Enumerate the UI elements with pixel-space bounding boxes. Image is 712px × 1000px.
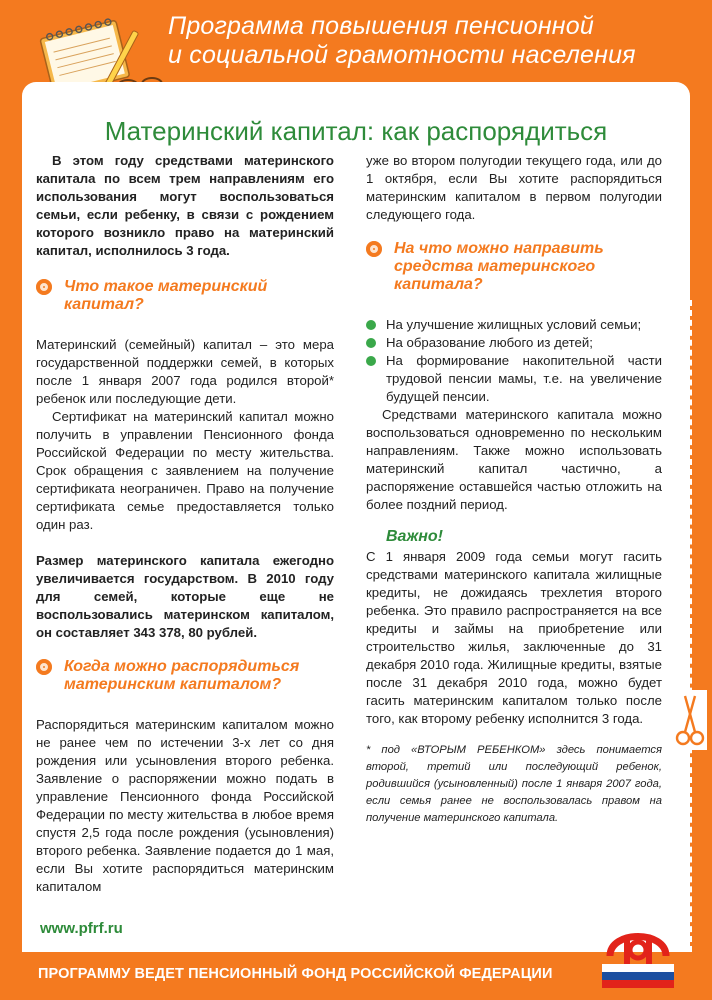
green-bullet-icon <box>366 356 376 366</box>
paragraph: С 1 января 2009 года семьи могут гасить средствами материнского капитала жилищные кредиты, не дожидаясь трехлетия второго ребенка. Это правило распространяется на все кредиты и займы на приобретение или строительство жилья, заключенные до 31 декабря 2010 года. Жилищные кредиты, взятые после 31 декабря 2010 года, можно будет гасить материнским капиталом только после того, как второму ребенку исполнится 3 года. <box>366 549 662 726</box>
green-bullet-icon <box>366 320 376 330</box>
section-heading-when <box>36 658 334 694</box>
paragraph: Материнский (семейный) капитал – это мера государственной поддержки семей, в которых после 1 января 2007 года родился второй* ребенок или последующие дети. <box>36 337 334 406</box>
program-title-line2: и социальной грамотности населения <box>168 41 636 69</box>
paragraph: Сертификат на материнский капитал можно получить в управлении Пенсионного фонда Российской Федерации по месту жительства. Срок обращения с заявлением на получение сертификата неограничен. Право на получение сертификата семье предоставляется только один раз. <box>36 409 334 532</box>
intro-paragraph: В этом году средствами материнского капитала по всем трем направлениям его использования могут воспользоваться семьи, если ребенку, в связи с рождением которого возникло право на материнский капитал, исполнилось 3 года. <box>36 153 334 258</box>
section-heading-where <box>366 240 662 294</box>
footnote: * под «ВТОРЫМ РЕБЕНКОМ» здесь понимается второй, третий или последующий ребенок, родившийся (усыновленный) после 1 января 2007 года, если семья ранее не воспользовалась правом на получение материнского капитала. <box>366 744 662 824</box>
important-heading: Важно! <box>386 528 443 545</box>
section-heading-what-is <box>36 278 334 314</box>
program-title <box>168 12 636 70</box>
paragraph: Средствами материнского капитала можно воспользоваться одновременно по нескольким направлениям. Также можно использовать материнский капитал частично, а распоряжение оставшейся частью отложить на более поздний период. <box>366 407 662 512</box>
section-heading-text: На что можно направить средства материнского капитала? <box>394 240 604 293</box>
program-title-line1: Программа повышения пенсионной <box>168 12 594 40</box>
list-item: На образование любого из детей; <box>366 334 662 352</box>
scissors-icon <box>673 690 707 750</box>
header-banner <box>0 0 712 82</box>
directions-list <box>366 316 662 406</box>
section-bullet-icon <box>36 659 52 675</box>
paragraph: Распорядиться материнским капиталом можно не ранее чем по истечении 3-х лет со дня рождения или усыновления второго ребенка. Заявление о распоряжении можно подать в управление Пенсионного фонда Российской Федерации по месту жительства в любое время спустя 2,5 года после рождения (усыновления) второго ребенка. Заявление подается до 1 мая, если Вы хотите распорядиться материнским капиталом <box>36 717 334 894</box>
right-column <box>366 152 662 827</box>
section-heading-text: Когда можно распорядиться материнским капиталом? <box>64 658 300 693</box>
footer-text: ПРОГРАММУ ВЕДЕТ ПЕНСИОННЫЙ ФОНД РОССИЙСКОЙ ФЕДЕРАЦИИ <box>38 966 553 982</box>
list-item: На формирование накопительной части трудовой пенсии мамы, т.е. на увеличение будущей пенсии. <box>366 352 662 406</box>
website-link[interactable]: www.pfrf.ru <box>40 920 123 937</box>
left-column <box>36 152 334 896</box>
cut-line <box>690 300 692 952</box>
list-item: На улучшение жилищных условий семьи; <box>366 316 662 334</box>
section-heading-text: Что такое материнский капитал? <box>64 278 268 313</box>
section-bullet-icon <box>36 279 52 295</box>
capital-amount-paragraph: Размер материнского капитала ежегодно увеличивается государством. В 2010 году для семей, которые еще не воспользовались материнском капиталом, он составляет 343 378, 80 рублей. <box>36 553 334 640</box>
paragraph: уже во втором полугодии текущего года, или до 1 октября, если Вы хотите распорядиться материнским капиталом в первом полугодии следующего года. <box>366 153 662 222</box>
footer-banner <box>0 960 712 1000</box>
green-bullet-icon <box>366 338 376 348</box>
section-bullet-icon <box>366 241 382 257</box>
page-title: Материнский капитал: как распорядиться <box>104 116 608 146</box>
